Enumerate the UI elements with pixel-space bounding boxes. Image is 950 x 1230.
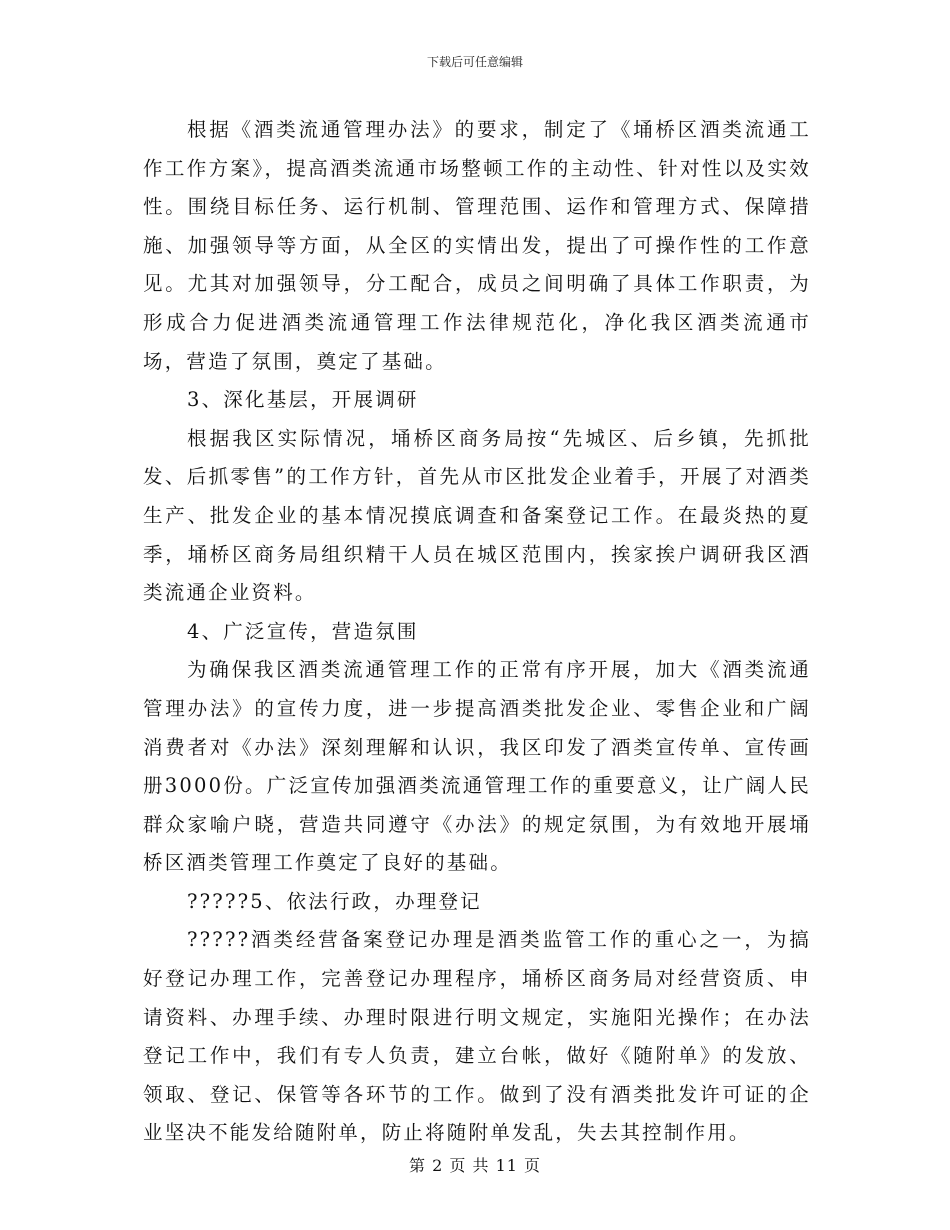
paragraph-publicity: 为确保我区酒类流通管理工作的正常有序开展，加大《酒类流通管理办法》的宣传力度，进一步提高酒类批发企业、零售企业和广阔消费者对《办法》深刻理解和认识，我区印发了酒类宣传单、宣传画册3000份。广泛宣传加强酒类流通管理工作的重要意义，让广阔人民群众家喻户晓，营造共同遵守《办法》的规定氛围，为有效地开展埇桥区酒类管理工作奠定了良好的基础。	[143, 658, 811, 875]
section-heading-3: 3、深化基层，开展调研	[187, 388, 419, 412]
footer-prefix: 第	[408, 1156, 426, 1175]
section-heading-5: ?????5、依法行政，办理登记	[187, 889, 482, 913]
paragraph-registration: ?????酒类经营备案登记办理是酒类监管工作的重心之一，为搞好登记办理工作，完善登记办理程序，埇桥区商务局对经营资质、申请资料、办理手续、办理时限进行明文规定，实施阳光操作；在办法登记工作中，我们有专人负责，建立台帐，做好《随附单》的发放、领取、登记、保管等各环节的工作。做到了没有酒类批发许可证的企业坚决不能发给随附单，防止将随附单发乱，失去其控制作用。	[143, 928, 811, 1145]
page-number-footer	[0, 1156, 950, 1176]
paragraph-research: 根据我区实际情况，埇桥区商务局按“先城区、后乡镇，先抓批发、后抓零售”的工作方针，首先从市区批发企业着手，开展了对酒类生产、批发企业的基本情况摸底调查和备案登记工作。在最炎热的夏季，埇桥区商务局组织精干人员在城区范围内，挨家挨户调研我区酒类流通企业资料。	[143, 426, 811, 605]
footer-current-page: 2	[432, 1156, 444, 1175]
paragraph-work-plan: 根据《酒类流通管理办法》的要求，制定了《埇桥区酒类流通工作工作方案》，提高酒类流通市场整顿工作的主动性、针对性以及实效性。围绕目标任务、运行机制、管理范围、运作和管理方式、保障措施、加强领导等方面，从全区的实情出发，提出了可操作性的工作意见。尤其对加强领导，分工配合，成员之间明确了具体工作职责，为形成合力促进酒类流通管理工作法律规范化，净化我区酒类流通市场，营造了氛围，奠定了基础。	[143, 118, 811, 373]
footer-total-pages: 11	[495, 1156, 518, 1175]
footer-page-word: 页	[449, 1156, 467, 1175]
section-heading-4: 4、广泛宣传，营造氛围	[187, 619, 419, 643]
document-body	[143, 111, 811, 1153]
header-note: 下载后可任意编辑	[426, 55, 523, 69]
footer-suffix: 页	[524, 1156, 542, 1175]
footer-total-word: 共	[472, 1156, 490, 1175]
